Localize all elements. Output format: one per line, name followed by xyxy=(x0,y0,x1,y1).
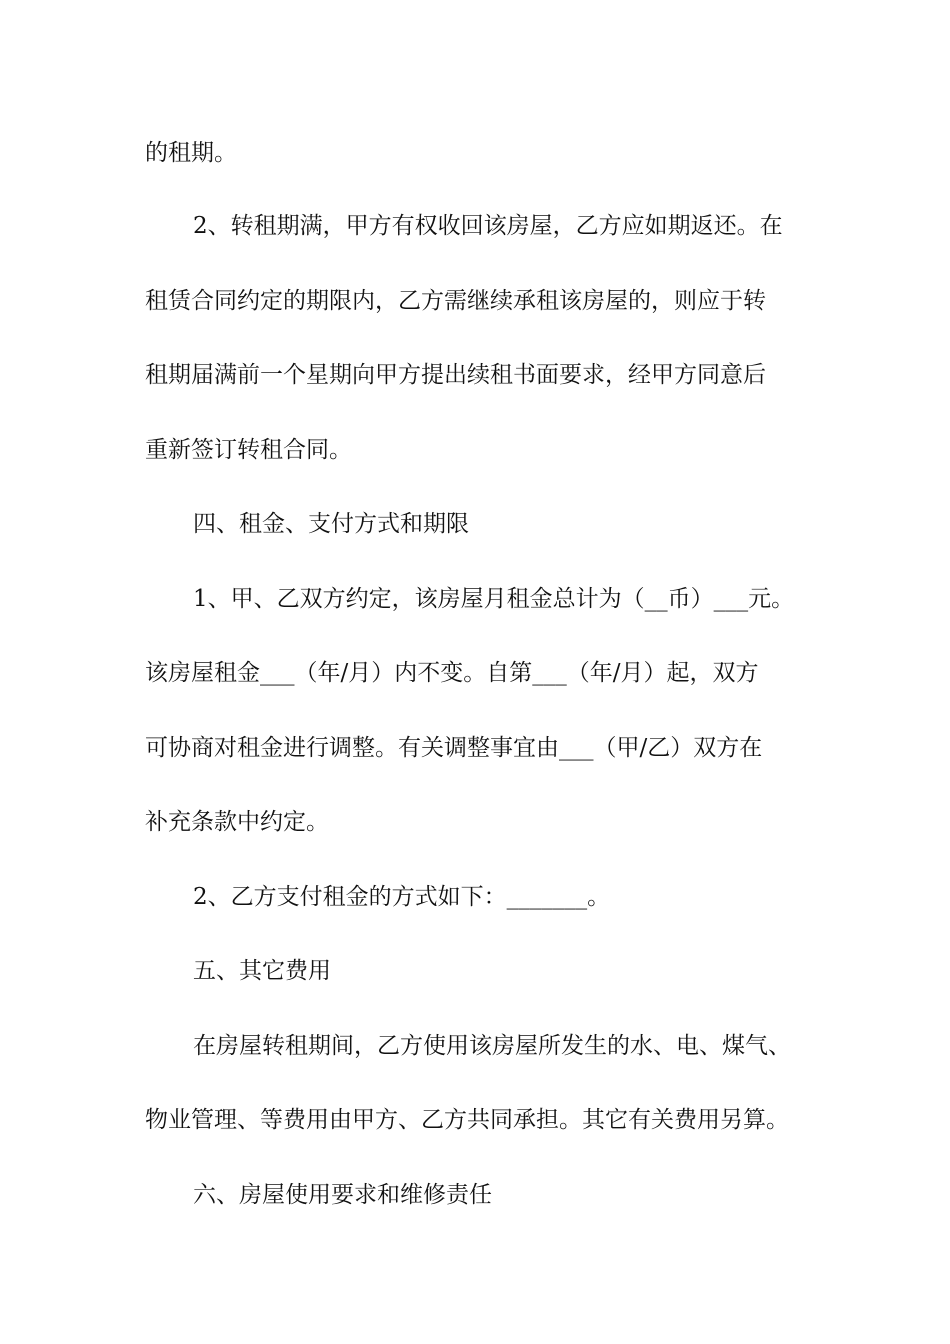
clause-text: 1、甲、乙双方约定，该房屋月租金总计为（__币）___元。 xyxy=(193,586,795,612)
section-heading: 五、其它费用 xyxy=(193,958,331,984)
text-line: 物业管理、等费用由甲方、乙方共同承担。其它有关费用另算。 xyxy=(145,1107,789,1133)
text-line: 租赁合同约定的期限内，乙方需继续承租该房屋的，则应于转 xyxy=(145,288,766,314)
clause-text: 2、乙方支付租金的方式如下：_______。 xyxy=(193,884,611,910)
text-line: 的租期。 xyxy=(145,140,237,166)
text-line: 租期届满前一个星期向甲方提出续租书面要求，经甲方同意后 xyxy=(145,362,766,388)
clause-text: 在房屋转租期间，乙方使用该房屋所发生的水、电、煤气、 xyxy=(193,1033,791,1059)
section-heading: 六、房屋使用要求和维修责任 xyxy=(193,1182,492,1208)
text-line: 补充条款中约定。 xyxy=(145,809,329,835)
section-heading: 四、租金、支付方式和期限 xyxy=(193,511,469,537)
text-line: 重新签订转租合同。 xyxy=(145,437,352,463)
text-line: 可协商对租金进行调整。有关调整事宜由___（甲/乙）双方在 xyxy=(145,735,763,761)
text-line: 该房屋租金___（年/月）内不变。自第___（年/月）起，双方 xyxy=(145,660,759,686)
clause-text: 2、转租期满，甲方有权收回该房屋，乙方应如期返还。在 xyxy=(193,213,783,239)
